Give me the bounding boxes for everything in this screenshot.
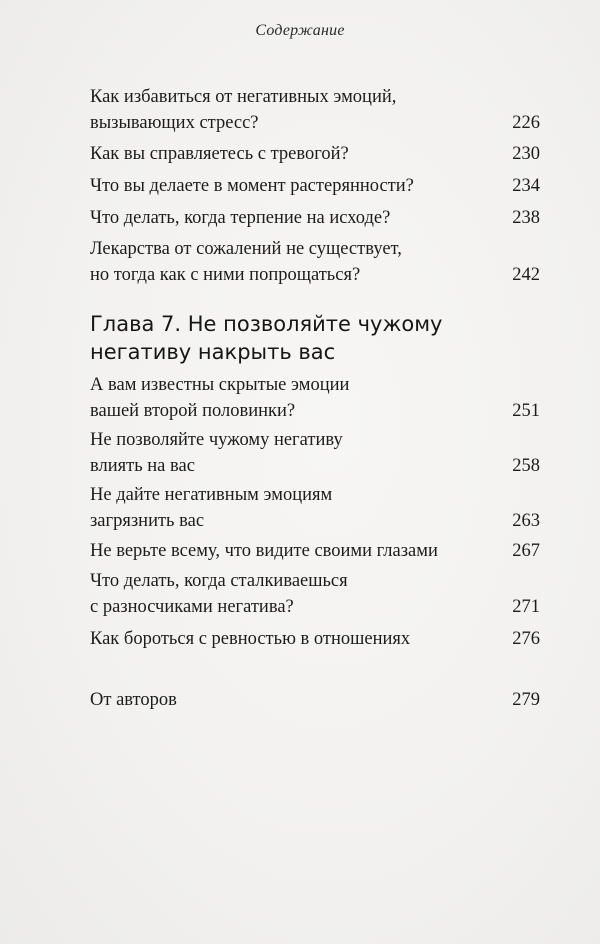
toc-entry[interactable]	[90, 205, 540, 231]
toc-entry[interactable]	[90, 427, 540, 479]
toc-entry[interactable]	[90, 538, 540, 564]
toc-entry-title: Лекарства от сожалений не существует, но тогда как с ними попрощаться?	[90, 239, 402, 285]
toc-entry[interactable]	[90, 482, 540, 534]
toc-entry-page: 271	[512, 597, 540, 617]
toc-entry-page: 276	[512, 629, 540, 649]
toc-entry-title: Что вы делаете в момент растерянности?	[90, 176, 414, 196]
toc-entry[interactable]	[90, 626, 540, 652]
toc-entry-page: 251	[512, 401, 540, 421]
toc-entry[interactable]	[90, 173, 540, 199]
toc-entry-afterword[interactable]	[90, 687, 540, 713]
toc-entry-page: 230	[512, 144, 540, 164]
toc-entry-page: 238	[512, 208, 540, 228]
toc-entry-title: Как вы справляетесь с тревогой?	[90, 144, 349, 164]
running-head: Содержание	[255, 22, 345, 39]
toc-entry[interactable]	[90, 568, 540, 620]
toc-entry[interactable]	[90, 141, 540, 167]
toc-entry[interactable]	[90, 84, 540, 136]
toc-entry-title: Что делать, когда сталкиваешься с разносчиками негатива?	[90, 571, 348, 617]
toc-entry-page: 279	[512, 690, 540, 710]
toc-entry-title: Не верьте всему, что видите своими глазами	[90, 541, 438, 561]
toc-entry-page: 226	[512, 113, 540, 133]
toc-entry-page: 267	[512, 541, 540, 561]
toc-entry-title: Как избавиться от негативных эмоций, вызывающих стресс?	[90, 87, 397, 133]
toc-entry-title: От авторов	[90, 690, 177, 710]
toc-entry-title: Не позволяйте чужому негативу влиять на вас	[90, 430, 343, 476]
toc-entry-page: 234	[512, 176, 540, 196]
toc-entry-page: 258	[512, 456, 540, 476]
toc-entry[interactable]	[90, 236, 540, 288]
toc-entry-title: Как бороться с ревностью в отношениях	[90, 629, 411, 649]
toc-entry-title: Что делать, когда терпение на исходе?	[90, 208, 391, 228]
toc-entry-page: 263	[512, 511, 540, 531]
chapter-heading[interactable]: Глава 7. Не позволяйте чужому негативу накрыть вас	[90, 312, 443, 364]
toc-entry-page: 242	[512, 265, 540, 285]
toc-entry-title: А вам известны скрытые эмоции вашей второй половинки?	[90, 375, 350, 421]
toc-entry-title: Не дайте негативным эмоциям загрязнить вас	[90, 485, 333, 531]
toc-entry[interactable]	[90, 372, 540, 424]
